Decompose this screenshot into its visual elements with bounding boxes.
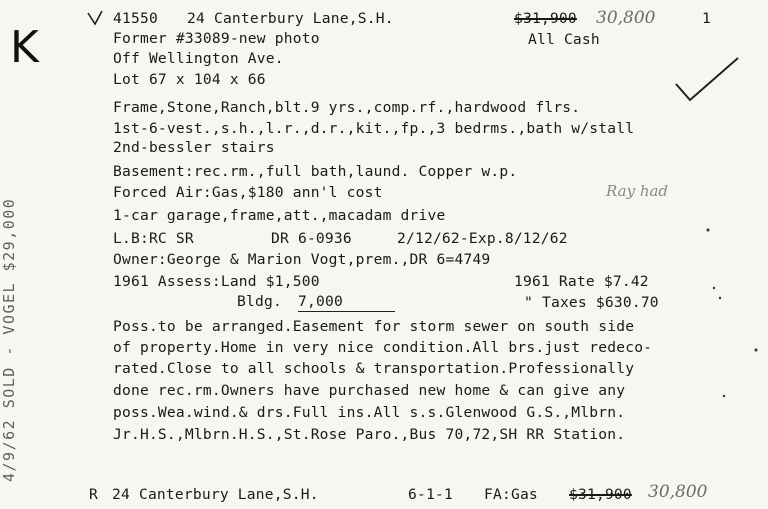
- footer-price-new-handwritten: 30,800: [648, 482, 708, 502]
- price-new-handwritten: 30,800: [596, 8, 656, 28]
- lockbox: L.B:RC SR: [113, 230, 194, 247]
- listing-number: 41550: [113, 10, 158, 27]
- remarks-line: of property.Home in very nice condition.All brs.just redeco-: [113, 339, 653, 356]
- remarks-line: Poss.to be arranged.Easement for storm sewer on south side: [113, 318, 635, 335]
- tick-icon: [86, 10, 104, 28]
- footer-address: 24 Canterbury Lane,S.H.: [112, 486, 319, 503]
- address: 24 Canterbury Lane,S.H.: [187, 10, 394, 27]
- location: Off Wellington Ave.: [113, 50, 284, 67]
- bldg-value: 7,000: [298, 293, 395, 312]
- handwritten-letter: K: [10, 22, 39, 73]
- footer-price-old: $31,900: [569, 486, 632, 503]
- edge-marks: [700, 200, 768, 460]
- lot-size: Lot 67 x 104 x 66: [113, 71, 266, 88]
- former-listing: Former #33089-new photo: [113, 30, 320, 47]
- remarks-line: poss.Wea.wind.& drs.Full ins.All s.s.Glenwood G.S.,Mlbrn.: [113, 404, 626, 421]
- assess-land: 1961 Assess:Land $1,500: [113, 273, 320, 290]
- footer-prefix: R: [89, 486, 98, 503]
- sold-stamp: 4/9/62 SOLD - VOGEL $29,000: [0, 197, 18, 482]
- remarks-line: done rec.rm.Owners have purchased new home & can give any: [113, 382, 626, 399]
- price-old: $31,900: [514, 10, 577, 27]
- check-mark-icon: [672, 54, 742, 106]
- remarks-line: Jr.H.S.,Mlbrn.H.S.,St.Rose Paro.,Bus 70,72,SH RR Station.: [113, 426, 626, 443]
- garage: 1-car garage,frame,att.,macadam drive: [113, 207, 446, 224]
- owner: Owner:George & Marion Vogt,prem.,DR 6=4749: [113, 251, 491, 268]
- footer-fuel: FA:Gas: [484, 486, 538, 503]
- taxes: " Taxes $630.70: [524, 294, 659, 311]
- footer-rooms: 6-1-1: [408, 486, 453, 503]
- dr-number: DR 6-0936: [271, 230, 352, 247]
- first-floor: 1st-6-vest.,s.h.,l.r.,d.r.,kit.,fp.,3 bedrms.,bath w/stall: [113, 120, 635, 137]
- remarks-line: rated.Close to all schools & transportation.Professionally: [113, 360, 635, 377]
- tax-rate: 1961 Rate $7.42: [514, 273, 649, 290]
- second-floor: 2nd-bessler stairs: [113, 139, 275, 156]
- basement: Basement:rec.rm.,full bath,laund. Copper w.p.: [113, 163, 518, 180]
- copy-number: 1: [702, 10, 711, 27]
- heating-handwritten-note: Ray had: [606, 182, 669, 200]
- construction: Frame,Stone,Ranch,blt.9 yrs.,comp.rf.,hardwood flrs.: [113, 99, 581, 116]
- heating: Forced Air:Gas,$180 ann'l cost: [113, 184, 383, 201]
- terms: All Cash: [528, 31, 600, 48]
- listing-dates: 2/12/62-Exp.8/12/62: [397, 230, 568, 247]
- bldg-label: Bldg.: [237, 293, 282, 310]
